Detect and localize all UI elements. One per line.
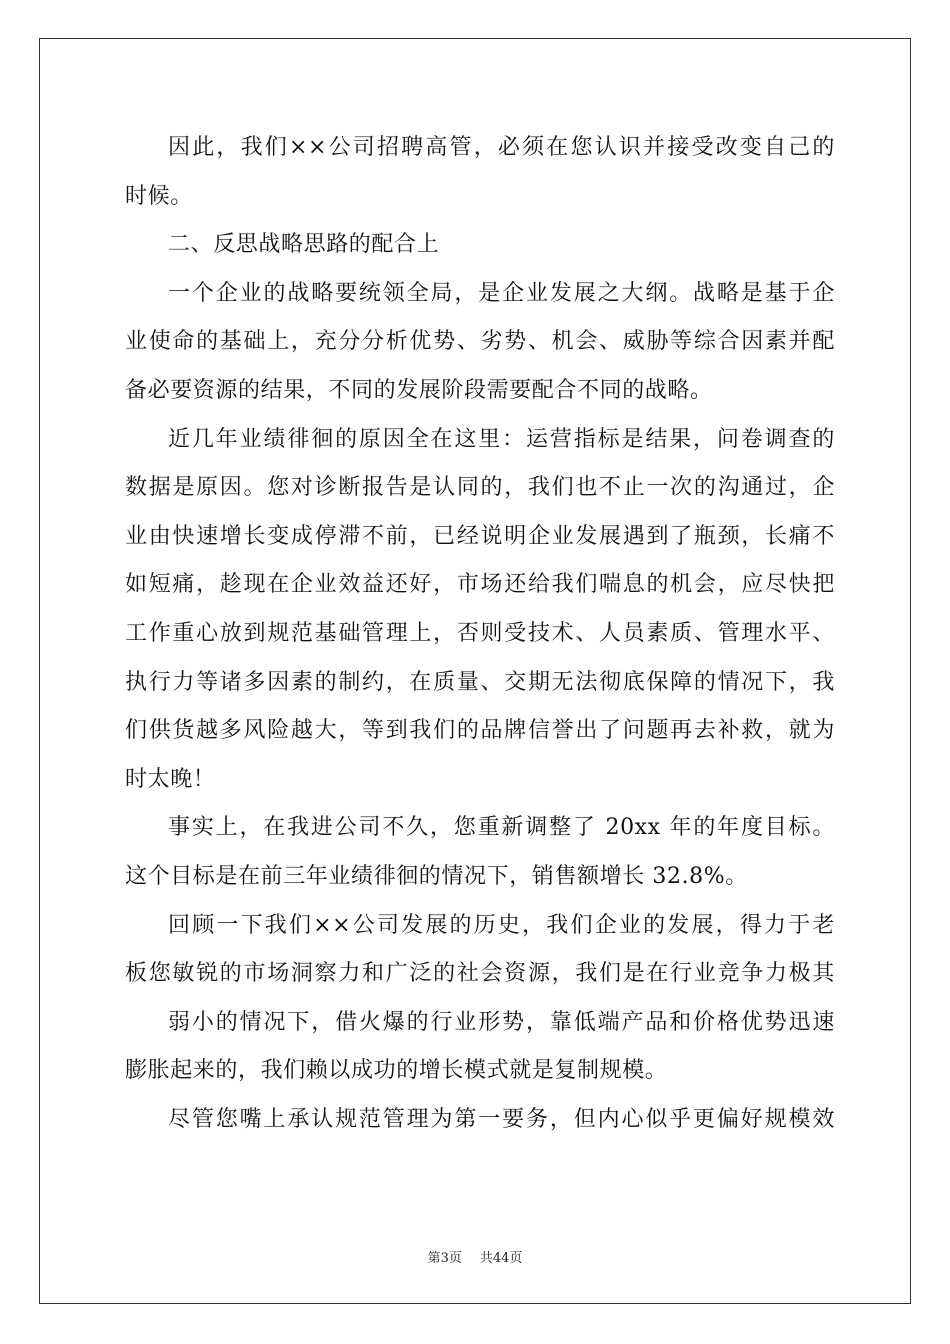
text-line: 膨胀起来的，我们赖以成功的增长模式就是复制规模。: [125, 1058, 668, 1084]
text-line: 如短痛，趁现在企业效益还好，市场还给我们喘息的机会，应尽快把: [125, 572, 835, 598]
page-footer: [0, 1247, 950, 1266]
text-line: 这个目标是在前三年业绩徘徊的情况下，销售额增长 32.8%。: [125, 863, 748, 889]
text-line: 回顾一下我们××公司发展的历史，我们企业的发展，得力于老: [168, 912, 835, 938]
section-heading: 二、反思战略思路的配合上: [168, 232, 440, 258]
text-line: 执行力等诸多因素的制约，在质量、交期无法彻底保障的情况下，我: [125, 669, 835, 695]
text-line: 数据是原因。您对诊断报告是认同的，我们也不止一次的沟通过，企: [125, 475, 835, 501]
text-line: 弱小的情况下，借火爆的行业形势，靠低端产品和价格优势迅速: [168, 1009, 835, 1035]
text-line: 时候。: [125, 183, 193, 209]
text-line: 事实上，在我进公司不久，您重新调整了 20xx 年的年度目标。: [168, 815, 835, 841]
text-line: 板您敏锐的市场洞察力和广泛的社会资源，我们是在行业竞争力极其: [125, 961, 835, 987]
text-line: 因此，我们××公司招聘高管，必须在您认识并接受改变自己的: [168, 135, 835, 160]
text-line: 们供货越多风险越大，等到我们的品牌信誉出了问题再去补救，就为: [125, 718, 835, 744]
text-line: 工作重心放到规范基础管理上，否则受技术、人员素质、管理水平、: [125, 620, 835, 646]
text-line: 时太晚！: [125, 766, 216, 792]
text-line: 近几年业绩徘徊的原因全在这里：运营指标是结果，问卷调查的: [168, 426, 835, 452]
page-number: 第3页: [427, 1251, 462, 1266]
text-line: 业由快速增长变成停滞不前，已经说明企业发展遇到了瓶颈，长痛不: [125, 523, 835, 549]
text-line: 备必要资源的结果，不同的发展阶段需要配合不同的战略。: [125, 377, 713, 403]
page-total: 共44页: [479, 1251, 523, 1266]
text-line: 一个企业的战略要统领全局，是企业发展之大纲。战略是基于企: [168, 280, 835, 306]
text-line: 业使命的基础上，充分分析优势、劣势、机会、威胁等综合因素并配: [125, 329, 835, 355]
text-line: 尽管您嘴上承认规范管理为第一要务，但内心似乎更偏好规模效: [168, 1106, 835, 1132]
document-body: [125, 124, 835, 1144]
